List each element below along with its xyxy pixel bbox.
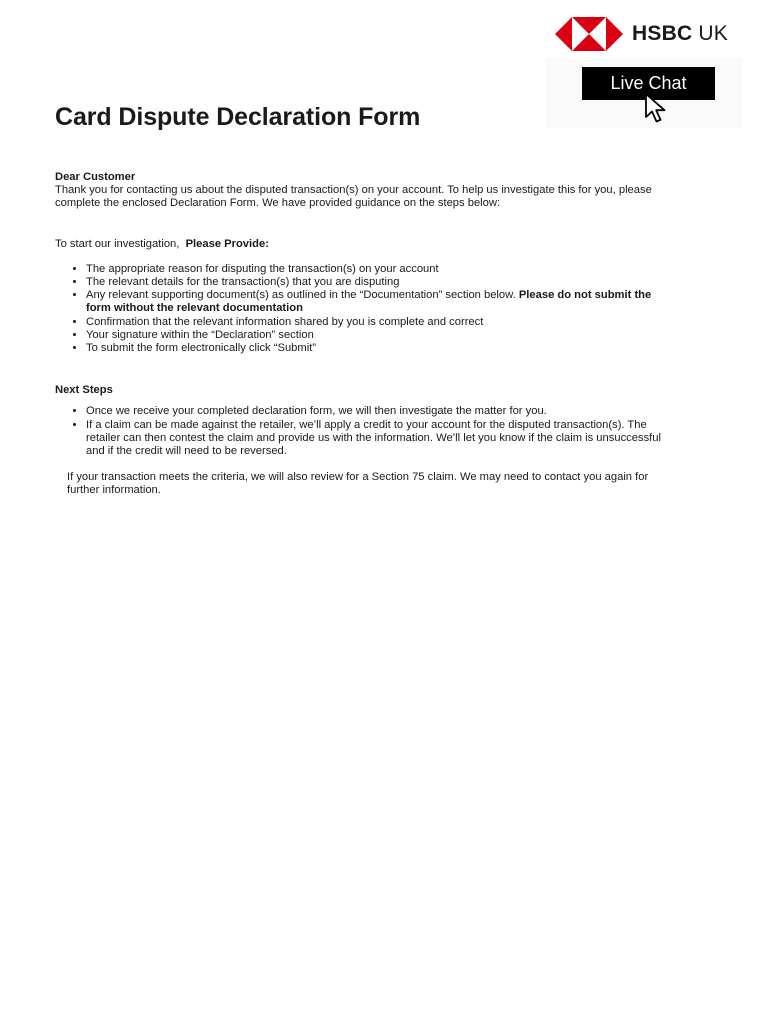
provide-item [86,289,665,315]
provide-lead: To start our investigation, [55,237,180,250]
hexagon-left [555,17,572,51]
document-body [55,171,665,498]
hsbc-logo [555,17,728,51]
provide-lead-line [55,238,665,251]
brand-main: HSBC [632,22,693,45]
provide-item: • Confirmation that the relevant information shared by you is complete and correct [86,316,665,329]
live-chat-area [545,58,743,128]
provide-lead-bold: Please Provide: [185,237,269,250]
pointer-cursor-icon [644,92,670,124]
next-steps-item: • Once we receive your completed declaration form, we will then investigate the matter for you. [86,405,665,418]
live-chat-button[interactable]: Live Chat [582,67,715,100]
next-steps-heading: Next Steps [55,384,113,397]
next-steps-item: • If a claim can be made against the retailer, we’ll apply a credit to your account for the disputed transaction(s). The retailer can then contest the claim and provide us with the information. We’ll let you know if the claim is unsuccessful and if the credit will need to be reversed. [86,419,665,459]
brand-name [632,22,728,46]
provide-item: • To submit the form electronically click “Submit” [86,342,665,355]
section-75-note: If your transaction meets the criteria, we will also review for a Section 75 claim. We may need to contact you again for further information. [67,471,649,497]
provide-item-warning: Please do not submit the form without the relevant documentation [86,289,652,315]
page-title: Card Dispute Declaration Form [55,103,421,131]
intro-paragraph: Thank you for contacting us about the disputed transaction(s) on your account. To help us investigate this for you, please complete the enclosed Declaration Form. We have provided guidance on the steps below: [55,184,652,210]
provide-list [55,263,665,355]
hsbc-hexagon-icon [555,17,623,51]
next-steps-list [55,405,665,458]
provide-item: • The appropriate reason for disputing the transaction(s) on your account [86,263,665,276]
salutation: Dear Customer [55,171,136,183]
hexagon-right [606,17,623,51]
brand-suffix: UK [698,22,728,45]
provide-item: • The relevant details for the transaction(s) that you are disputing [86,276,665,289]
provide-item-text: Any relevant supporting document(s) as outlined in the “Documentation” section below. [86,289,516,302]
provide-item: • Your signature within the “Declaration” section [86,329,665,342]
